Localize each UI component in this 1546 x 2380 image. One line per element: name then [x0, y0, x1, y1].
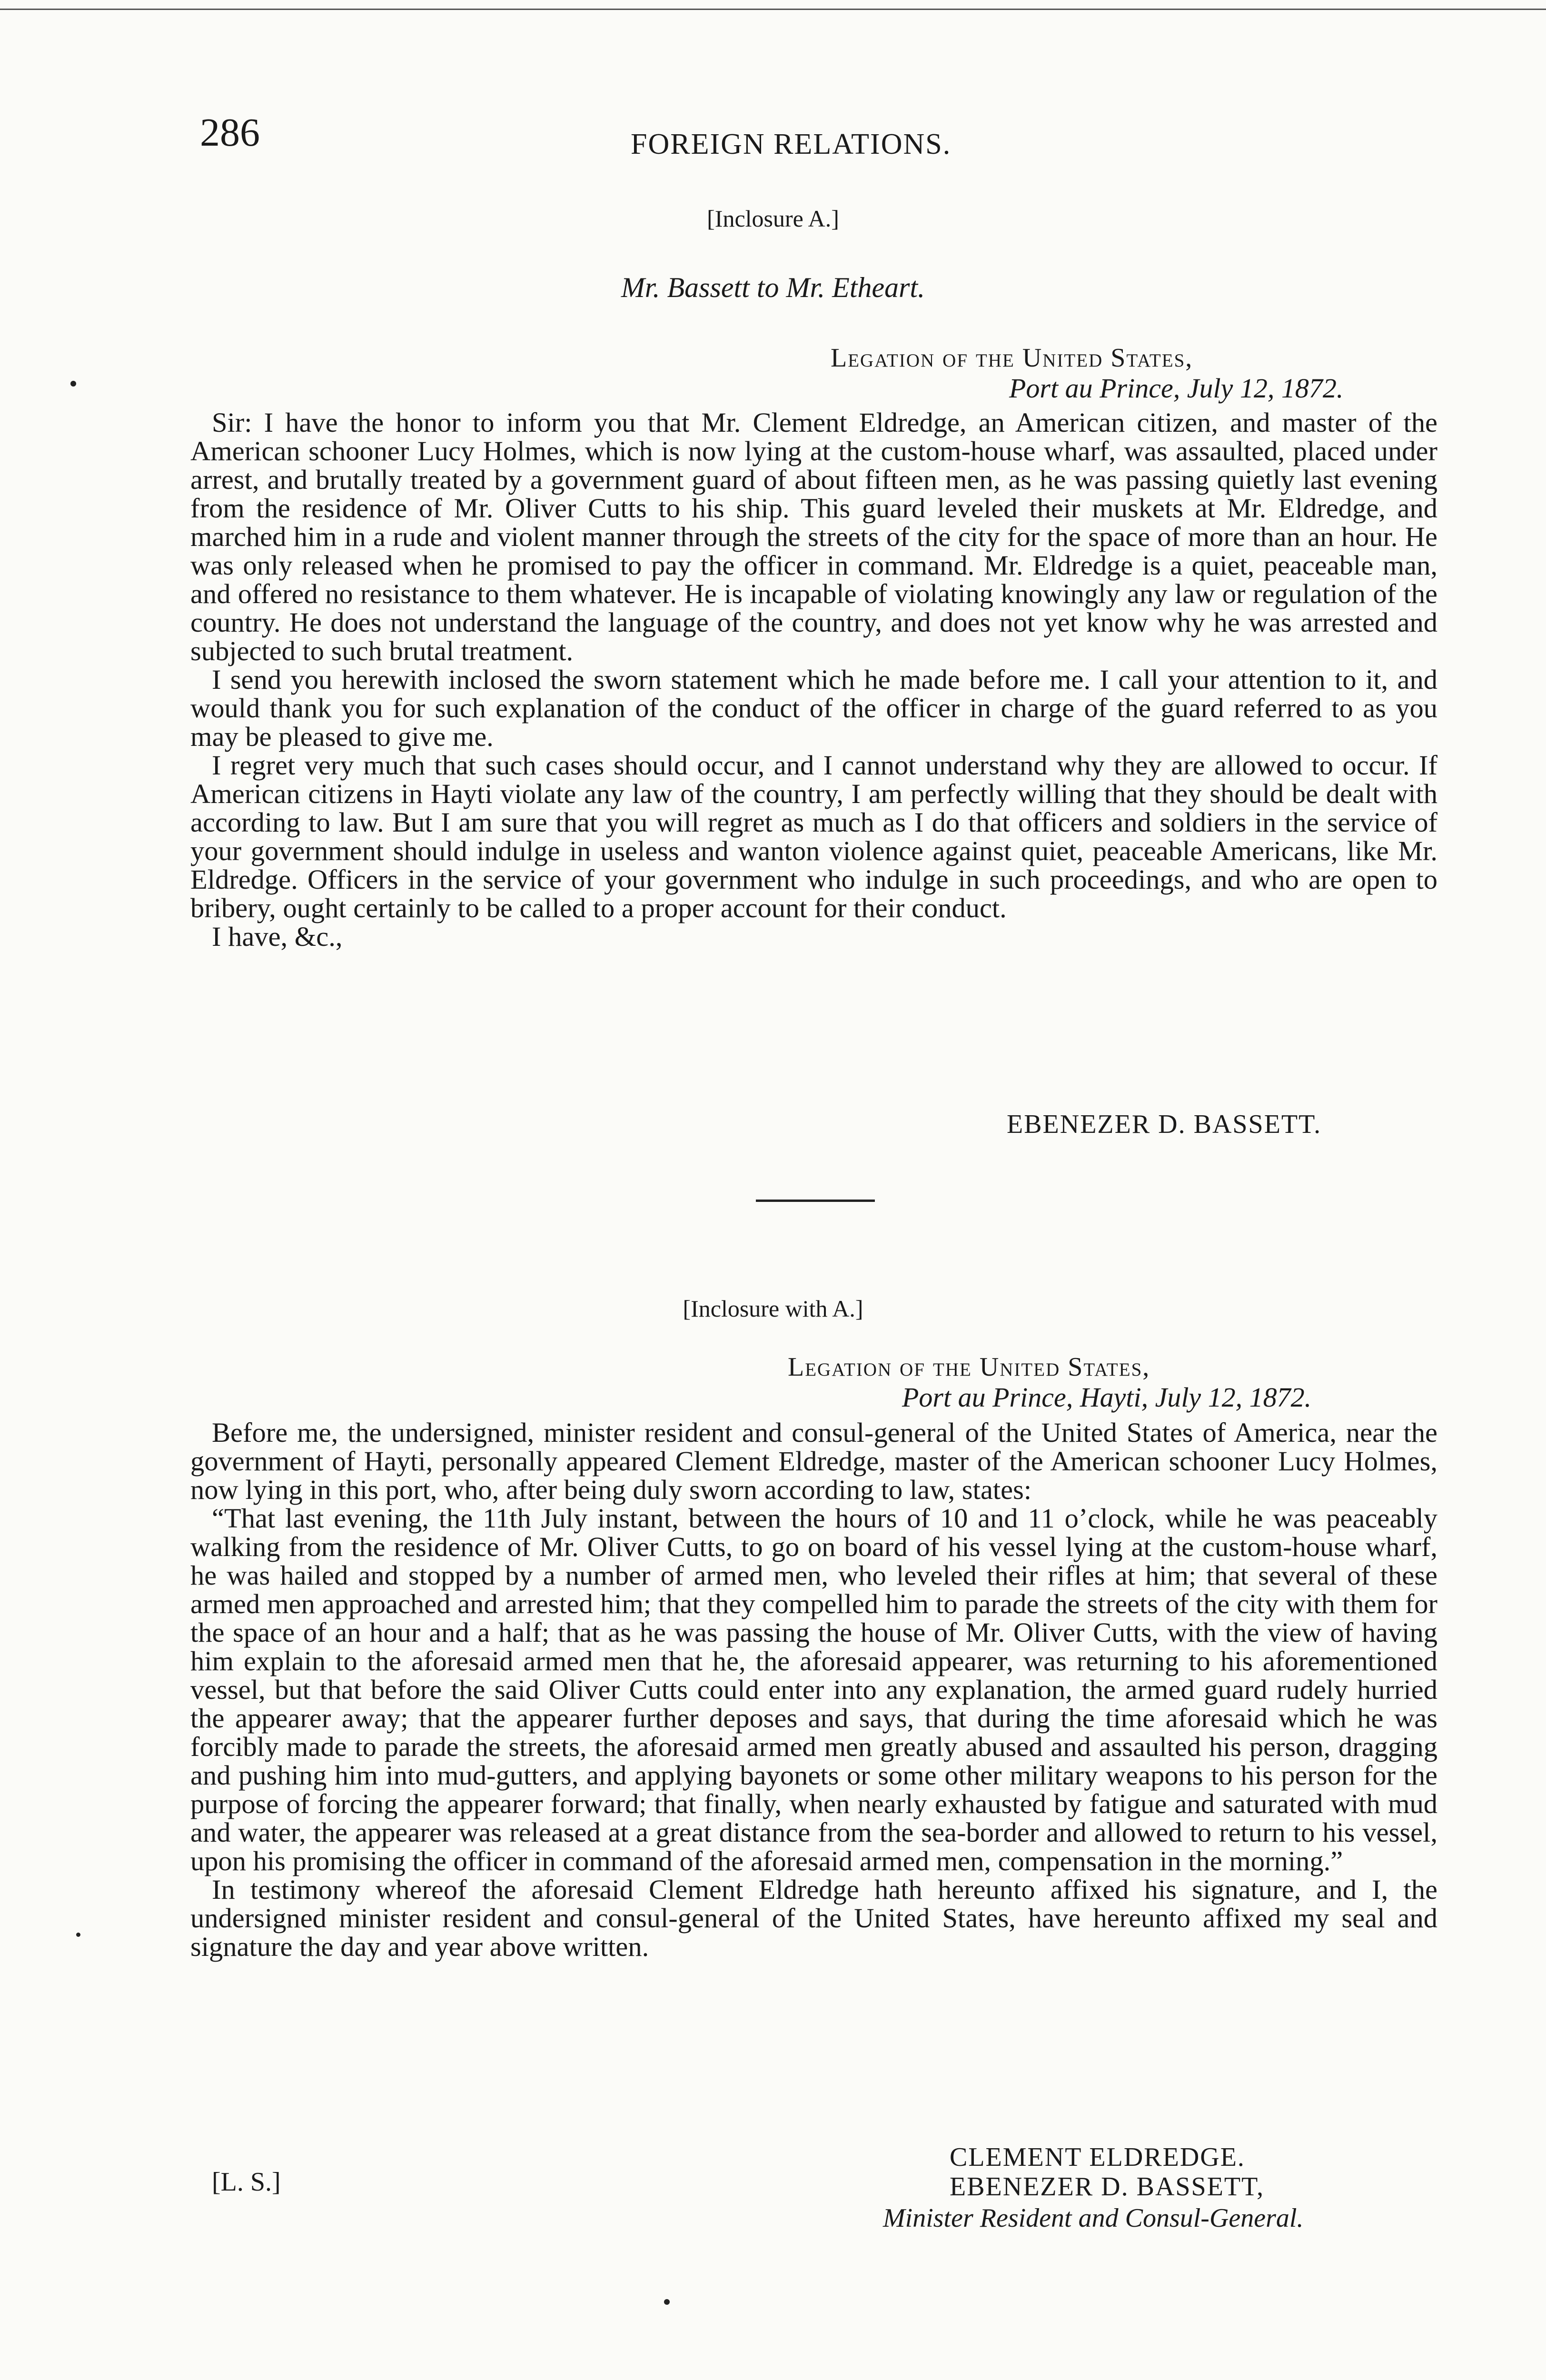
letter-title: Mr. Bassett to Mr. Etheart.: [621, 272, 925, 303]
letter-date: Port au Prince, July 12, 1872.: [1009, 373, 1344, 404]
top-border-line: [0, 9, 1546, 10]
statement-paragraph: Before me, the undersigned, minister resident and consul-general of the United States of America, near the government of Hayti, personally appeared Clement Eldredge, master of the American schooner Lucy Holmes, now lying in this port, who, after being duly sworn according to law, states:: [190, 1417, 1437, 1505]
enclosure-label-a: [Inclosure A.]: [707, 205, 839, 232]
stray-ink-mark: [76, 1933, 80, 1937]
letter-paragraph: Sir: I have the honor to inform you that Mr. Clement Eldredge, an American citizen, and master of the American schooner Lucy Holmes, which is now lying at the custom-house wharf, was assaulted, placed under arrest, and brutally treated by a government guard of about fifteen men, as he was passing quietly last evening from the residence of Mr. Oliver Cutts to his ship. This guard leveled their muskets at Mr. Eldredge, and marched him in a rude and violent manner through the streets of the city for the space of more than an hour. He was only released when he promised to pay the officer in command. Mr. Eldredge is a quiet, peaceable man, and offered no resistance to them whatever. He is incapable of violating knowingly any law or regulation of the country. He does not understand the language of the country, and does not yet know why he was arrested and subjected to such brutal treatment.: [190, 407, 1437, 666]
statement-date: Port au Prince, Hayti, July 12, 1872.: [902, 1382, 1312, 1413]
letter-paragraph: I send you herewith inclosed the sworn statement which he made before me. I call your attention to it, and would thank you for such explanation of the conduct of the officer in charge of the guard referred to as you may be pleased to give me.: [190, 664, 1437, 752]
enclosure-label-with-a: [Inclosure with A.]: [683, 1295, 863, 1322]
stray-ink-mark: [70, 381, 76, 387]
page-number: 286: [200, 110, 260, 155]
letter-signature: EBENEZER D. BASSETT.: [1007, 1110, 1322, 1139]
letter-place: Legation of the United States,: [831, 343, 1193, 373]
statement-paragraph: In testimony whereof the aforesaid Clement Eldredge hath hereunto affixed his signature, and I, the undersigned minister resident and consul-general of the United States, have hereunto affixed my seal and signature the day and year above written.: [190, 1874, 1437, 1962]
seal-mark: [L. S.]: [212, 2167, 281, 2197]
signature-eldredge: CLEMENT ELDREDGE.: [950, 2142, 1245, 2172]
running-title: FOREIGN RELATIONS.: [631, 128, 951, 160]
letter-closing: I have, &c.,: [212, 921, 343, 952]
statement-body: [190, 1418, 1437, 1961]
letter-paragraph: I regret very much that such cases should occur, and I cannot understand why they are allowed to occur. If American citizens in Hayti violate any law of the country, I am perfectly willing that they should be dealt with according to law. But I am sure that you will regret as much as I do that officers and soldiers in the service of your government should indulge in useless and wanton violence against quiet, peaceable Americans, like Mr. Eldredge. Officers in the service of your government who indulge in such proceedings, and who are open to bribery, ought certainly to be called to a proper account for their conduct.: [190, 750, 1437, 923]
signature-title: Minister Resident and Consul-General.: [883, 2203, 1304, 2233]
section-divider: [756, 1200, 875, 1202]
statement-paragraph: “That last evening, the 11th July instant, between the hours of 10 and 11 o’clock, while he was peaceably walking from the residence of Mr. Oliver Cutts, to go on board of his vessel lying at the custom-house wharf, he was hailed and stopped by a number of armed men, who leveled their rifles at him; that several of these armed men approached and arrested him; that they compelled him to parade the streets of the city with them for the space of an hour and a half; that as he was passing the house of Mr. Oliver Cutts, with the view of having him explain to the aforesaid armed men that he, the aforesaid appearer, was returning to his aforementioned vessel, but that before the said Oliver Cutts could enter into any explanation, the armed guard rudely hurried the appearer away; that the appearer further deposes and says, that during the time aforesaid which he was forcibly made to parade the streets, the aforesaid armed men greatly abused and assaulted his person, dragging and pushing him into mud-gutters, and applying bayonets or some other military weapons to his person for the purpose of forcing the appearer forward; that finally, when nearly exhausted by fatigue and saturated with mud and water, the appearer was released at a great distance from the sea-border and allowed to return to his vessel, upon his promising the officer in command of the aforesaid armed men, compensation in the morning.”: [190, 1503, 1437, 1876]
statement-place: Legation of the United States,: [788, 1352, 1150, 1382]
letter-body: [190, 408, 1437, 951]
stray-ink-mark: [664, 2299, 670, 2305]
signature-bassett: EBENEZER D. BASSETT,: [950, 2172, 1265, 2202]
